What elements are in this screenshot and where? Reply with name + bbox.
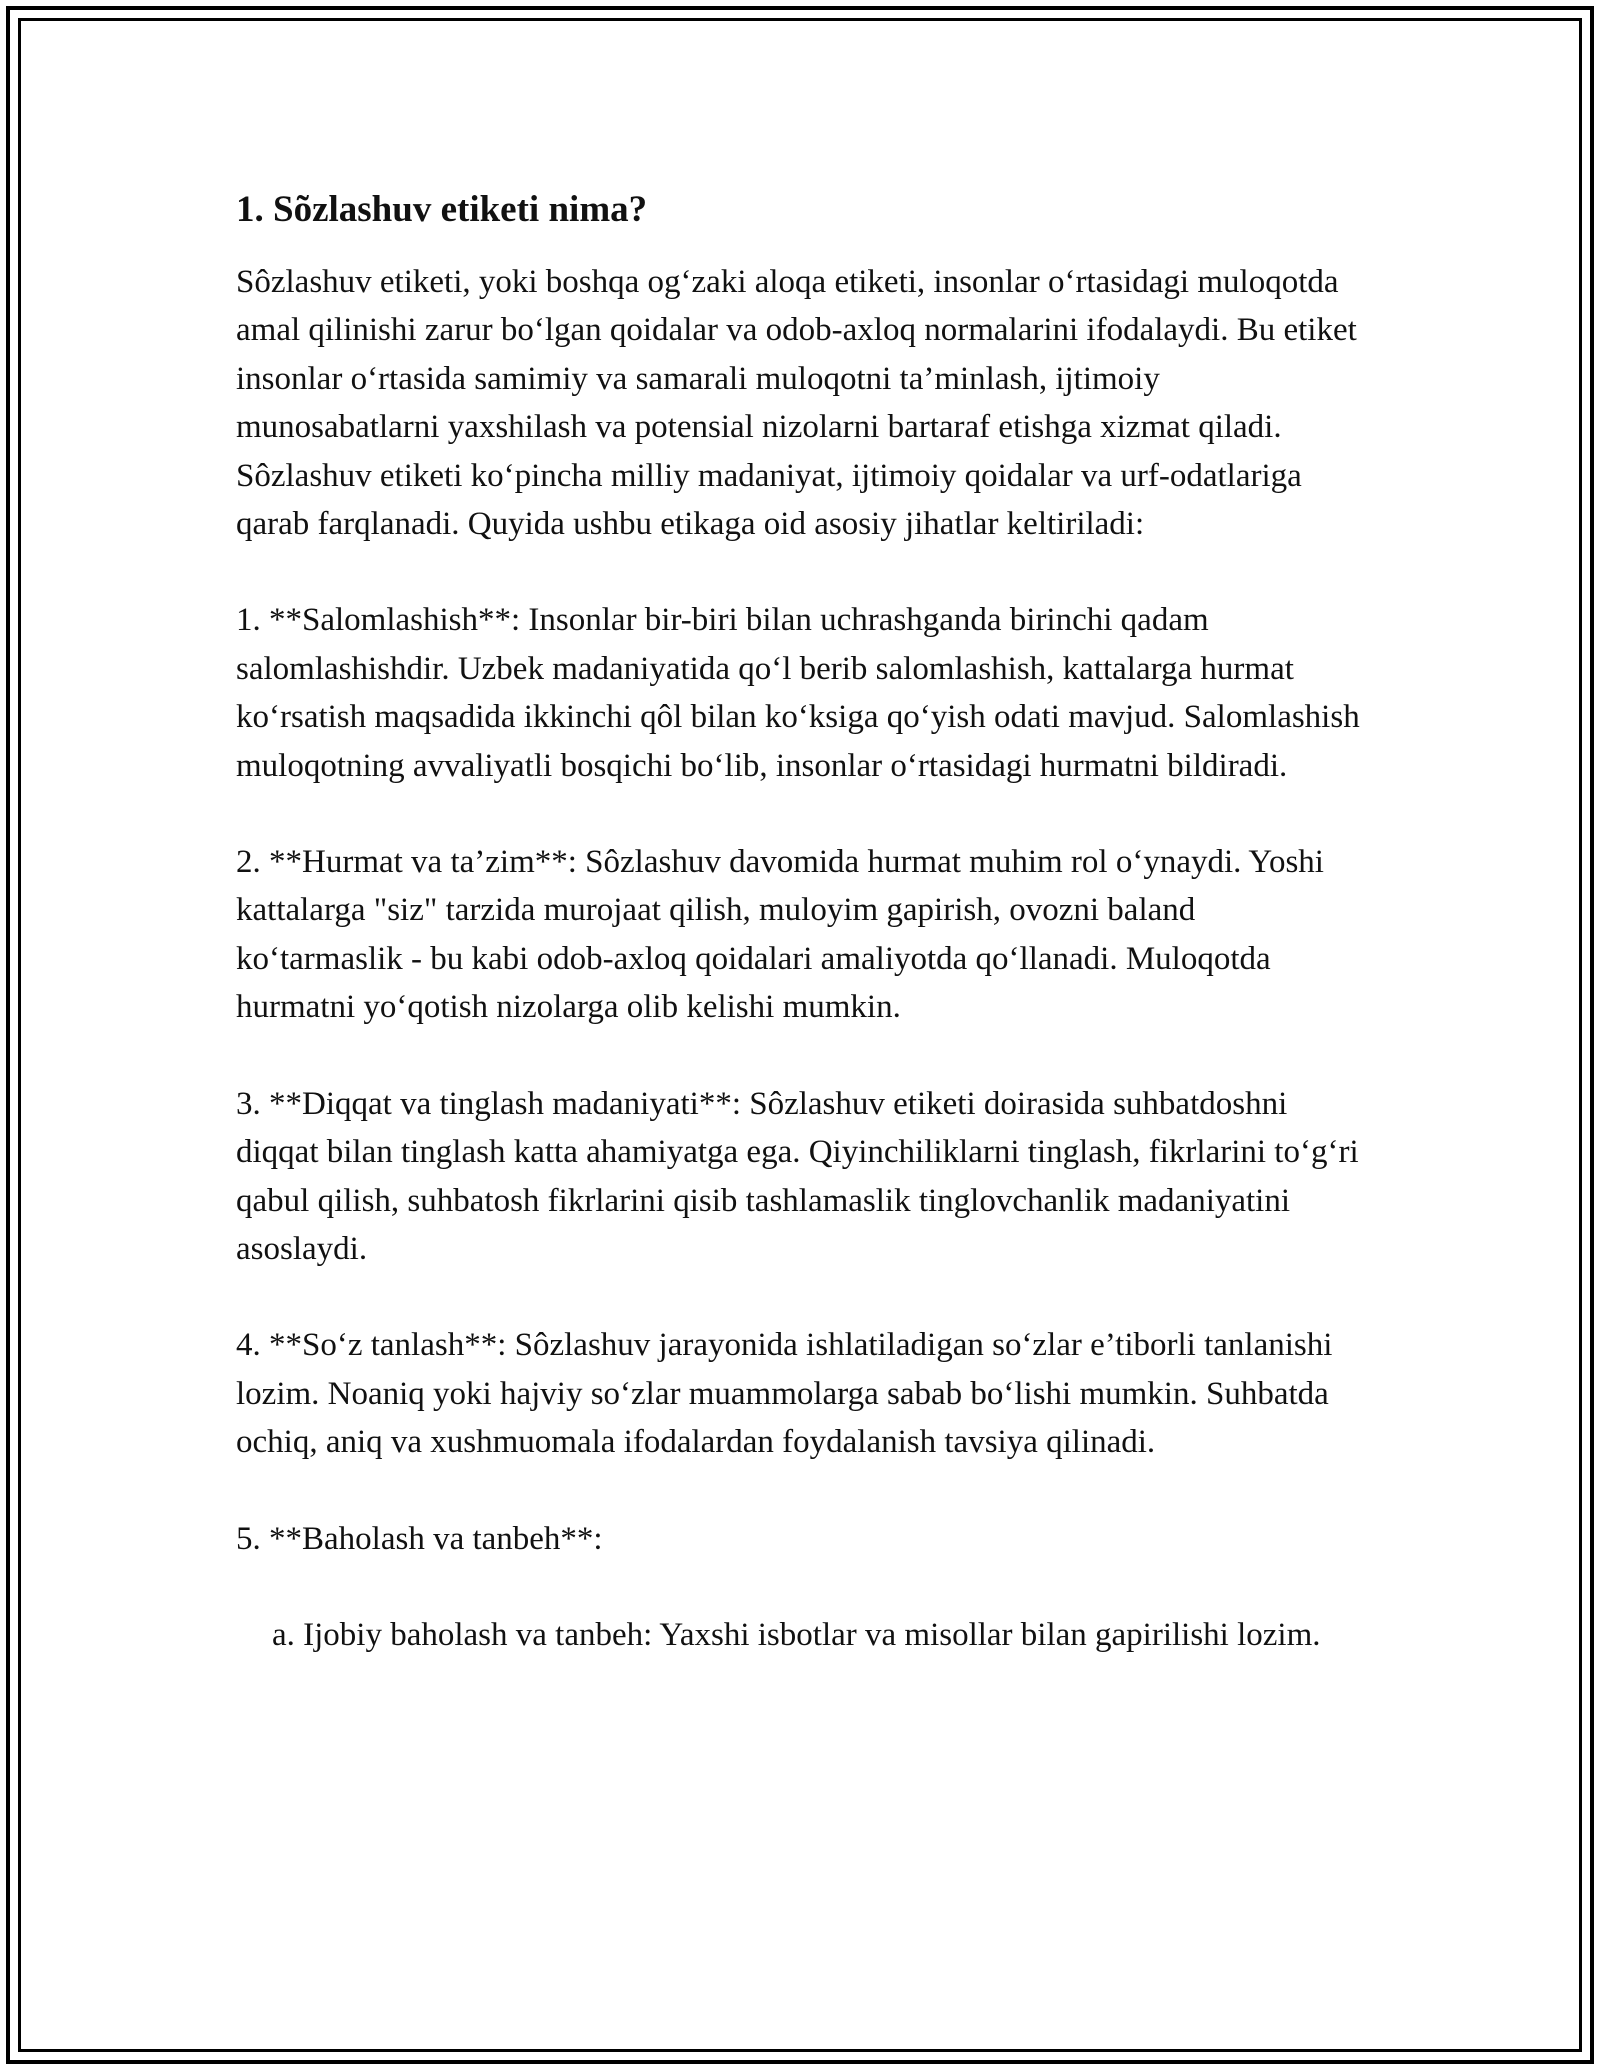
point-greeting: 1. **Salomlashish**: Insonlar bir-biri bilan uchrashganda birinchi qadam salomlashishdir. Uzbek madaniyatida qo‘l berib salomlashish, kattalarga hurmat ko‘rsatish maqsadida ikkinchi qôl bilan ko‘ksiga qo‘yish odati mavjud. Salomlashish muloqotning avvaliyatli bosqichi bo‘lib, insonlar o‘rtasidagi hurmatni bildiradi. — [236, 602, 1360, 784]
intro-paragraph: Sôzlashuv etiketi, yoki boshqa og‘zaki aloqa etiketi, insonlar o‘rtasidagi muloqotda amal qilinishi zarur bo‘lgan qoidalar va odob-axloq normalarini ifodalaydi. Bu etiket insonlar o‘rtasida samimiy va samarali muloqotni ta’minlash, ijtimoiy munosabatlarni yaxshilash va potensial nizolarni bartaraf etishga xizmat qiladi. Sôzlashuv etiketi ko‘pincha milliy madaniyat, ijtimoiy qoidalar va urf-odatlariga qarab farqlanadi. Quyida ushbu etikaga oid asosiy jihatlar keltiriladi: — [236, 264, 1357, 543]
point-respect: 2. **Hurmat va ta’zim**: Sôzlashuv davomida hurmat muhim rol o‘ynaydi. Yoshi kattalarga "siz" tarzida murojaat qilish, muloyim gapirish, ovozni baland ko‘tarmaslik - bu kabi odob-axloq qoidalari amaliyotda qo‘llanadi. Muloqotda hurmatni yo‘qotish nizolarga olib kelishi mumkin. — [236, 844, 1324, 1026]
sub-point-a: a. Ijobiy baholash va tanbeh: Yaxshi isbotlar va misollar bilan gapirilishi lozim. — [272, 1616, 1321, 1653]
point-listening: 3. **Diqqat va tinglash madaniyati**: Sôzlashuv etiketi doirasida suhbatdoshni diqqat bilan tinglash katta ahamiyatga ega. Qiyinchiliklarni tinglash, fikrlarini to‘g‘ri qabul qilish, suhbatosh fikrlarini qisib tashlamaslik tinglovchanlik madaniyatini asoslaydi. — [236, 1085, 1359, 1267]
section-heading: 1. Sõzlashuv etiketi nima? — [236, 189, 648, 230]
point-evaluation: 5. **Baholash va tanbeh**: — [236, 1520, 603, 1557]
point-word-choice: 4. **So‘z tanlash**: Sôzlashuv jarayonida ishlatiladigan so‘zlar e’tiborli tanlanishi lozim. Noaniq yoki hajviy so‘zlar muammolarga sabab bo‘lishi mumkin. Suhbatda ochiq, aniq va xushmuomala ifodalardan foydalanish tavsiya qilinadi. — [236, 1327, 1333, 1461]
document-body — [236, 186, 1366, 1707]
